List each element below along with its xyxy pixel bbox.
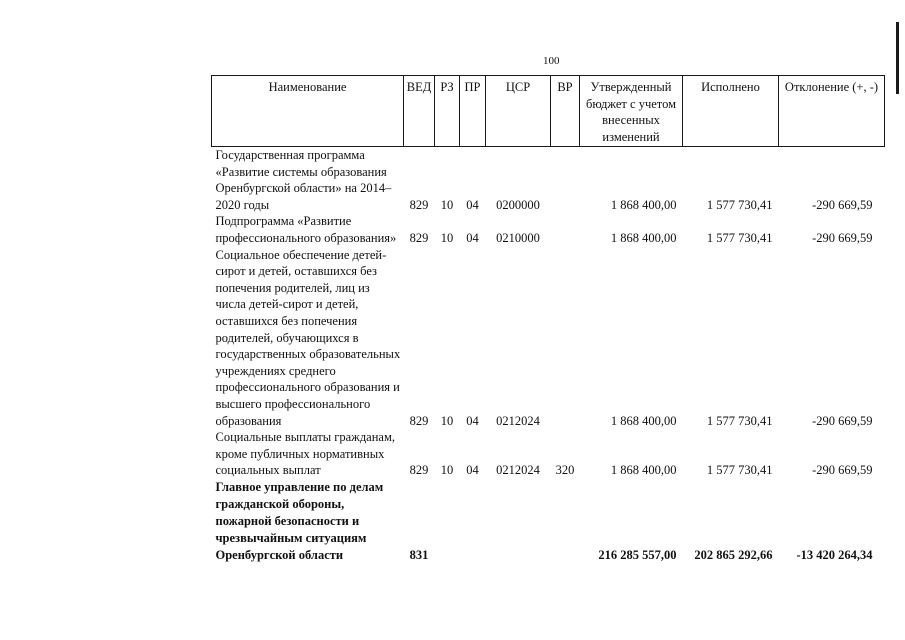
row-name: Подпрограмма «Развитие профессионального образования» bbox=[215, 214, 397, 245]
table-row bbox=[212, 479, 885, 564]
row-csr: 0200000 bbox=[496, 197, 540, 212]
table-row bbox=[212, 213, 885, 246]
row-pr: 04 bbox=[466, 230, 479, 245]
row-executed: 1 577 730,41 bbox=[706, 230, 773, 245]
row-name: Государственная программа «Развитие системы образования Оренбургской области» на 2014–2020 годы bbox=[215, 148, 392, 212]
row-vr bbox=[551, 213, 580, 246]
row-rz: 10 bbox=[440, 413, 454, 428]
row-ved: 829 bbox=[409, 230, 429, 245]
row-rz bbox=[435, 479, 460, 564]
row-pr: 04 bbox=[466, 463, 479, 478]
row-deviation: -290 669,59 bbox=[812, 230, 873, 245]
header-vr: ВР bbox=[551, 76, 580, 147]
row-deviation: -290 669,59 bbox=[812, 413, 873, 428]
row-approved: 1 868 400,00 bbox=[610, 413, 677, 428]
table-row bbox=[212, 429, 885, 479]
row-approved: 1 868 400,00 bbox=[610, 230, 677, 245]
row-rz: 10 bbox=[440, 463, 454, 478]
page-edge-mark bbox=[896, 22, 899, 94]
header-row bbox=[212, 76, 885, 147]
header-name: Наименование bbox=[212, 76, 404, 147]
row-csr bbox=[486, 479, 551, 564]
header-ved: ВЕД bbox=[404, 76, 435, 147]
header-rz: РЗ bbox=[435, 76, 460, 147]
row-name: Социальное обеспечение детей-сирот и детей, оставшихся без попечения родителей, лиц из числа детей-сирот и детей, оставшихся без попечения родителей, обучающихся в государственных образовательных учреждениях среднего профессионального образования и высшего профессионального образования bbox=[215, 247, 401, 428]
row-approved: 216 285 557,00 bbox=[598, 548, 677, 563]
row-executed: 1 577 730,41 bbox=[706, 197, 773, 212]
row-approved: 1 868 400,00 bbox=[610, 463, 677, 478]
row-ved: 829 bbox=[409, 463, 429, 478]
row-vr bbox=[551, 147, 580, 214]
row-csr: 0212024 bbox=[496, 413, 540, 428]
row-name: Социальные выплаты гражданам, кроме публичных нормативных социальных выплат bbox=[215, 430, 396, 478]
row-ved: 829 bbox=[409, 413, 429, 428]
table-header bbox=[212, 76, 885, 147]
row-ved: 831 bbox=[409, 548, 429, 563]
row-rz: 10 bbox=[440, 230, 454, 245]
row-executed: 1 577 730,41 bbox=[706, 463, 773, 478]
header-pr: ПР bbox=[460, 76, 486, 147]
row-pr bbox=[460, 479, 486, 564]
row-csr: 0212024 bbox=[496, 463, 540, 478]
header-executed: Исполнено bbox=[683, 76, 779, 147]
row-pr: 04 bbox=[466, 197, 479, 212]
table-row bbox=[212, 247, 885, 430]
row-deviation: -290 669,59 bbox=[812, 197, 873, 212]
header-deviation: Отклонение (+, -) bbox=[779, 76, 885, 147]
row-vr: 320 bbox=[555, 463, 575, 478]
row-name: Главное управление по делам гражданской обороны, пожарной безопасности и чрезвычайным ситуациям Оренбургской области bbox=[215, 479, 384, 562]
table-row bbox=[212, 147, 885, 214]
row-ved: 829 bbox=[409, 197, 429, 212]
header-csr: ЦСР bbox=[486, 76, 551, 147]
budget-table bbox=[211, 75, 885, 564]
table-body bbox=[212, 147, 885, 564]
row-executed: 1 577 730,41 bbox=[706, 413, 773, 428]
row-deviation: -13 420 264,34 bbox=[796, 548, 873, 563]
row-vr bbox=[551, 479, 580, 564]
row-deviation: -290 669,59 bbox=[812, 463, 873, 478]
row-vr bbox=[551, 247, 580, 430]
row-rz: 10 bbox=[440, 197, 454, 212]
header-approved: Утвержденный бюджет с учетом внесенных изменений bbox=[580, 76, 683, 147]
row-pr: 04 bbox=[466, 413, 479, 428]
page-number: 100 bbox=[543, 55, 560, 67]
row-executed: 202 865 292,66 bbox=[694, 548, 773, 563]
row-approved: 1 868 400,00 bbox=[610, 197, 677, 212]
row-csr: 0210000 bbox=[496, 230, 540, 245]
